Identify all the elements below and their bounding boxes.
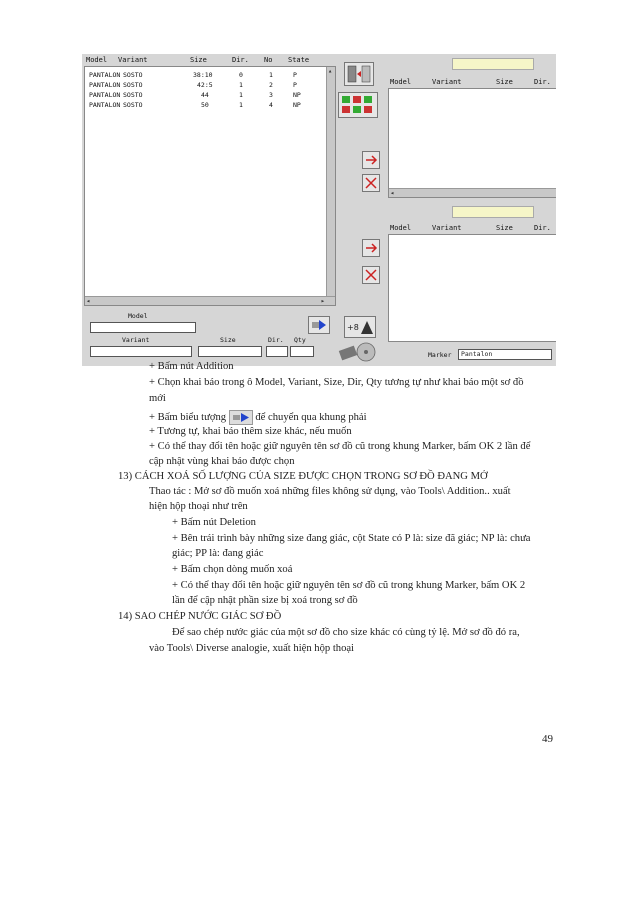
top-col-variant: Variant — [432, 78, 462, 86]
step-marker-cont: cập nhật vùng khai báo được chọn — [149, 456, 295, 467]
qty-label: Qty — [294, 336, 306, 344]
svg-text:+8: +8 — [347, 323, 359, 332]
heading-14: 14) SAO CHÉP NƯỚC GIÁC SƠ ĐỒ — [118, 611, 282, 622]
col-model: Model — [86, 56, 108, 64]
step-similar: + Tương tự, khai báo thêm size khác, nếu muốn — [149, 426, 352, 437]
transfer-right-icon — [229, 410, 253, 425]
variant-label: Variant — [122, 336, 150, 344]
bottom-col-size: Size — [496, 224, 513, 232]
move-icon — [363, 152, 379, 168]
dir-input[interactable] — [266, 346, 288, 357]
top-col-size: Size — [496, 78, 513, 86]
left-vertical-scrollbar[interactable] — [326, 67, 335, 296]
para-13-1: Thao tác : Mở sơ đồ muốn xoá những files không sử dụng, vào Tools\ Addition.. xuất — [149, 486, 511, 497]
variant-input[interactable] — [90, 346, 192, 357]
add-to-right-button[interactable] — [308, 316, 330, 334]
bullet-select-row: + Bấm chọn dòng muốn xoá — [172, 564, 293, 575]
heading-13: 13) CÁCH XOÁ SỐ LƯỢNG CỦA SIZE ĐƯỢC CHỌN TRONG SƠ ĐỒ ĐANG MỞ — [118, 471, 488, 482]
delete-top-button[interactable] — [362, 174, 380, 192]
marker-input[interactable]: Pantalon — [458, 349, 552, 360]
bullet-marker: + Có thể thay đổi tên hoặc giữ nguyên tên sơ đồ cũ trong khung Marker, bấm OK 2 — [172, 580, 526, 591]
bottom-right-list-pane[interactable] — [388, 234, 556, 342]
para-14-1: Để sao chép nước giác của một sơ đồ cho size khác có cùng tỷ lệ. Mở sơ đồ đó ra, — [172, 627, 520, 638]
left-horizontal-scrollbar[interactable] — [85, 296, 335, 305]
step-addition: + Bấm nút Addition — [149, 361, 234, 372]
bottom-col-dir: Dir. — [534, 224, 551, 232]
size-label: Size — [220, 336, 236, 344]
size-input[interactable] — [198, 346, 262, 357]
addition-button[interactable] — [338, 92, 378, 118]
ok-disk-button[interactable] — [338, 340, 378, 362]
step-icon — [149, 410, 367, 425]
move-icon — [363, 240, 379, 256]
marker-add-icon — [345, 317, 375, 337]
addition-dialog-screenshot — [82, 54, 556, 366]
col-dir: Dir. — [232, 56, 249, 64]
model-input[interactable] — [90, 322, 196, 333]
delete-bottom-button[interactable] — [362, 266, 380, 284]
bottom-col-variant: Variant — [432, 224, 462, 232]
size-list-pane[interactable]: PANTALON SOSTO 38:10 0 1 P PANTALON SOSTO 42:5 1 2 P PANTALON SOSTO 44 1 3 NP PANTALON SOSTO 50 1 4 NP ▴ ◂ ▸ — [84, 66, 336, 306]
bottom-yellow-button[interactable] — [452, 206, 534, 218]
top-col-model: Model — [390, 78, 412, 86]
marker-label: Marker — [428, 351, 452, 359]
disk-icon — [338, 340, 378, 362]
transfer-icon — [345, 63, 373, 85]
col-size: Size — [190, 56, 207, 64]
top-right-horizontal-scrollbar[interactable] — [389, 188, 556, 197]
qty-input[interactable] — [290, 346, 314, 357]
delete-icon — [363, 267, 379, 283]
step-select: + Chọn khai báo trong ô Model, Variant, Size, Dir, Qty tương tự như khai báo một sơ đồ — [149, 377, 524, 388]
step-marker: + Có thể thay đổi tên hoặc giữ nguyên tên sơ đồ cũ trong khung Marker, bấm OK 2 lần để — [149, 441, 531, 452]
move-right-bottom-button[interactable] — [362, 239, 380, 257]
scroll-up-icon[interactable]: ▴ — [328, 67, 333, 75]
top-col-dir: Dir. — [534, 78, 551, 86]
bottom-col-model: Model — [390, 224, 412, 232]
dir-label: Dir. — [268, 336, 284, 344]
step-select-cont: mới — [149, 393, 166, 404]
scroll-left-icon[interactable]: ◂ — [86, 297, 91, 305]
col-state: State — [288, 56, 310, 64]
move-right-top-button[interactable] — [362, 151, 380, 169]
transfer-button[interactable] — [344, 62, 374, 86]
para-14-2: vào Tools\ Diverse analogie, xuất hiện hộp thoại — [149, 643, 355, 654]
step-icon-text-a: + Bấm biểu tượng — [149, 411, 227, 423]
col-variant: Variant — [118, 56, 148, 64]
scroll-right-icon[interactable]: ▸ — [320, 297, 325, 305]
arrow-right-icon — [309, 317, 329, 333]
delete-icon — [363, 175, 379, 191]
addition-icon — [339, 93, 377, 117]
top-yellow-button[interactable] — [452, 58, 534, 70]
bullet-marker-cont: lần để cập nhật phần size bị xoá trong sơ đồ — [172, 595, 358, 606]
bullet-deletion: + Bấm nút Deletion — [172, 517, 256, 528]
scroll-left-icon[interactable]: ◂ — [390, 189, 395, 197]
para-13-2: hiện hộp thoại như trên — [149, 501, 248, 512]
page-number: 49 — [542, 733, 553, 745]
marker-add-button[interactable] — [344, 316, 376, 338]
bullet-state: + Bên trái trình bày những size đang giác, cột State có P là: size đã giác; NP là: chưa — [172, 533, 531, 544]
col-no: No — [264, 56, 273, 64]
bullet-state-cont: giác; PP là: đang giác — [172, 548, 264, 559]
model-label: Model — [128, 312, 148, 320]
step-icon-text-b: để chuyển qua khung phải — [255, 411, 367, 423]
top-right-list-pane[interactable] — [388, 88, 556, 198]
